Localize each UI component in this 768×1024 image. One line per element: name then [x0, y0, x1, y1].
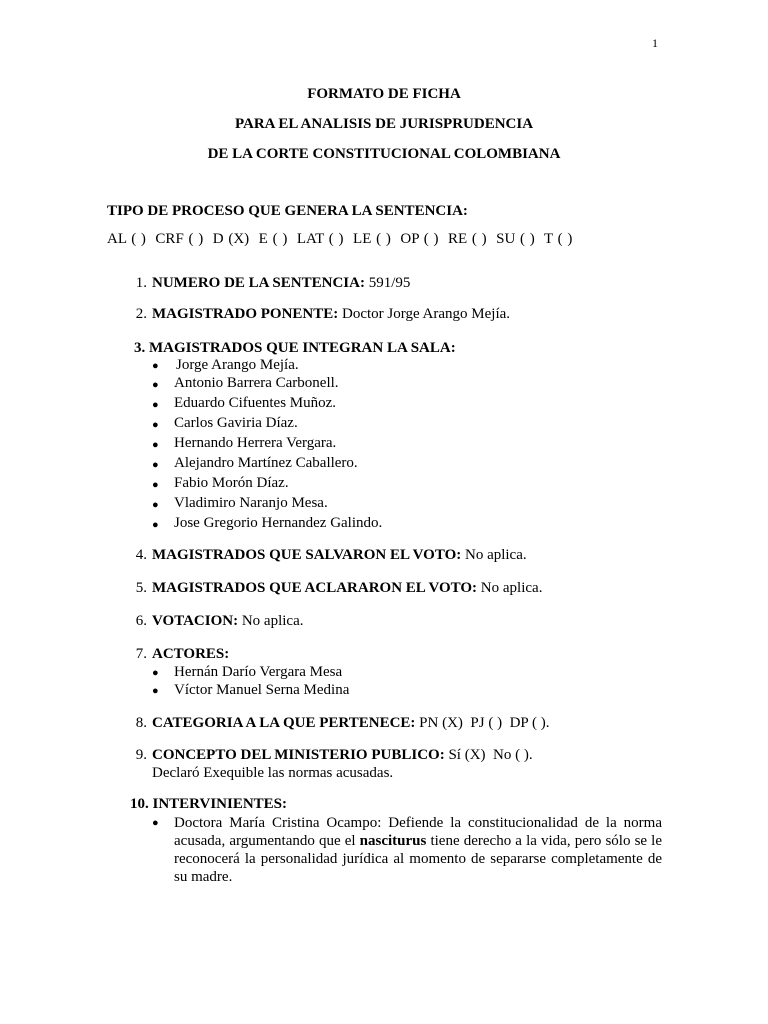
- item-3-label: 3. MAGISTRADOS QUE INTEGRAN LA SALA:: [134, 340, 456, 356]
- item-number: 9.: [135, 747, 147, 763]
- bullet-icon: ●: [152, 360, 159, 372]
- bullet-icon: ●: [152, 459, 159, 471]
- item-value: No aplica.: [241, 613, 304, 629]
- item-label: NUMERO DE LA SENTENCIA:: [152, 275, 365, 291]
- nasciturus-term: nasciturus: [359, 833, 427, 849]
- tipo-proceso-heading: TIPO DE PROCESO QUE GENERA LA SENTENCIA:: [107, 203, 468, 219]
- item-9-detail: Declaró Exequible las normas acusadas.: [152, 765, 394, 781]
- list-item: Doctora María Cristina Ocampo: Defiende la constitucionalidad de la norma acusada, argumentando que el nasciturus tiene derecho a la vida, pero sólo se le reconocerá la personalidad jurídica al momento de separarse completamente de su madre.: [174, 815, 662, 885]
- item-10-label: 10. INTERVINIENTES:: [130, 796, 288, 812]
- bullet-icon: ●: [152, 685, 159, 697]
- intervinientes-list: [152, 814, 662, 886]
- bullet-icon: ●: [152, 379, 159, 391]
- item-number: 7.: [135, 646, 147, 662]
- item-label: MAGISTRADOS QUE SALVARON EL VOTO:: [152, 547, 462, 563]
- item-label: MAGISTRADOS QUE ACLARARON EL VOTO:: [152, 580, 478, 596]
- bullet-icon: ●: [152, 399, 159, 411]
- bullet-icon: ●: [152, 439, 159, 451]
- item-number: 8.: [135, 715, 147, 731]
- item-label: MAGISTRADO PONENTE:: [152, 306, 339, 322]
- item-number: 2.: [135, 306, 147, 322]
- item-number: 5.: [135, 580, 147, 596]
- item-label: ACTORES:: [152, 646, 230, 662]
- item-number: 6.: [135, 613, 147, 629]
- item-value: 591/95: [368, 275, 411, 291]
- item-value: PN (X) PJ ( ) DP ( ).: [419, 715, 550, 731]
- item-value: Doctor Jorge Arango Mejía.: [342, 306, 511, 322]
- bullet-icon: ●: [152, 817, 159, 829]
- item-label: CATEGORIA A LA QUE PERTENECE:: [152, 715, 416, 731]
- bullet-icon: ●: [152, 499, 159, 511]
- item-value: No aplica.: [464, 547, 527, 563]
- title-line-1: FORMATO DE FICHA: [307, 86, 461, 102]
- page-number: 1: [652, 36, 658, 50]
- item-value: No aplica.: [480, 580, 543, 596]
- bullet-icon: ●: [152, 519, 159, 531]
- item-value: Sí (X) No ( ).: [448, 747, 533, 763]
- title-line-3: DE LA CORTE CONSTITUCIONAL COLOMBIANA: [207, 146, 561, 162]
- item-label: VOTACION:: [152, 613, 239, 629]
- bullet-icon: ●: [152, 667, 159, 679]
- tipo-proceso-options: AL ( ) CRF ( ) D (X) E ( ) LAT ( ) LE ( ) OP ( ) RE ( ) SU ( ) T ( ): [107, 231, 573, 247]
- item-number: 4.: [135, 547, 147, 563]
- title-line-2: PARA EL ANALISIS DE JURISPRUDENCIA: [234, 116, 534, 132]
- bullet-icon: ●: [152, 419, 159, 431]
- item-label: CONCEPTO DEL MINISTERIO PUBLICO:: [152, 747, 445, 763]
- bullet-icon: ●: [152, 479, 159, 491]
- item-number: 1.: [135, 275, 147, 291]
